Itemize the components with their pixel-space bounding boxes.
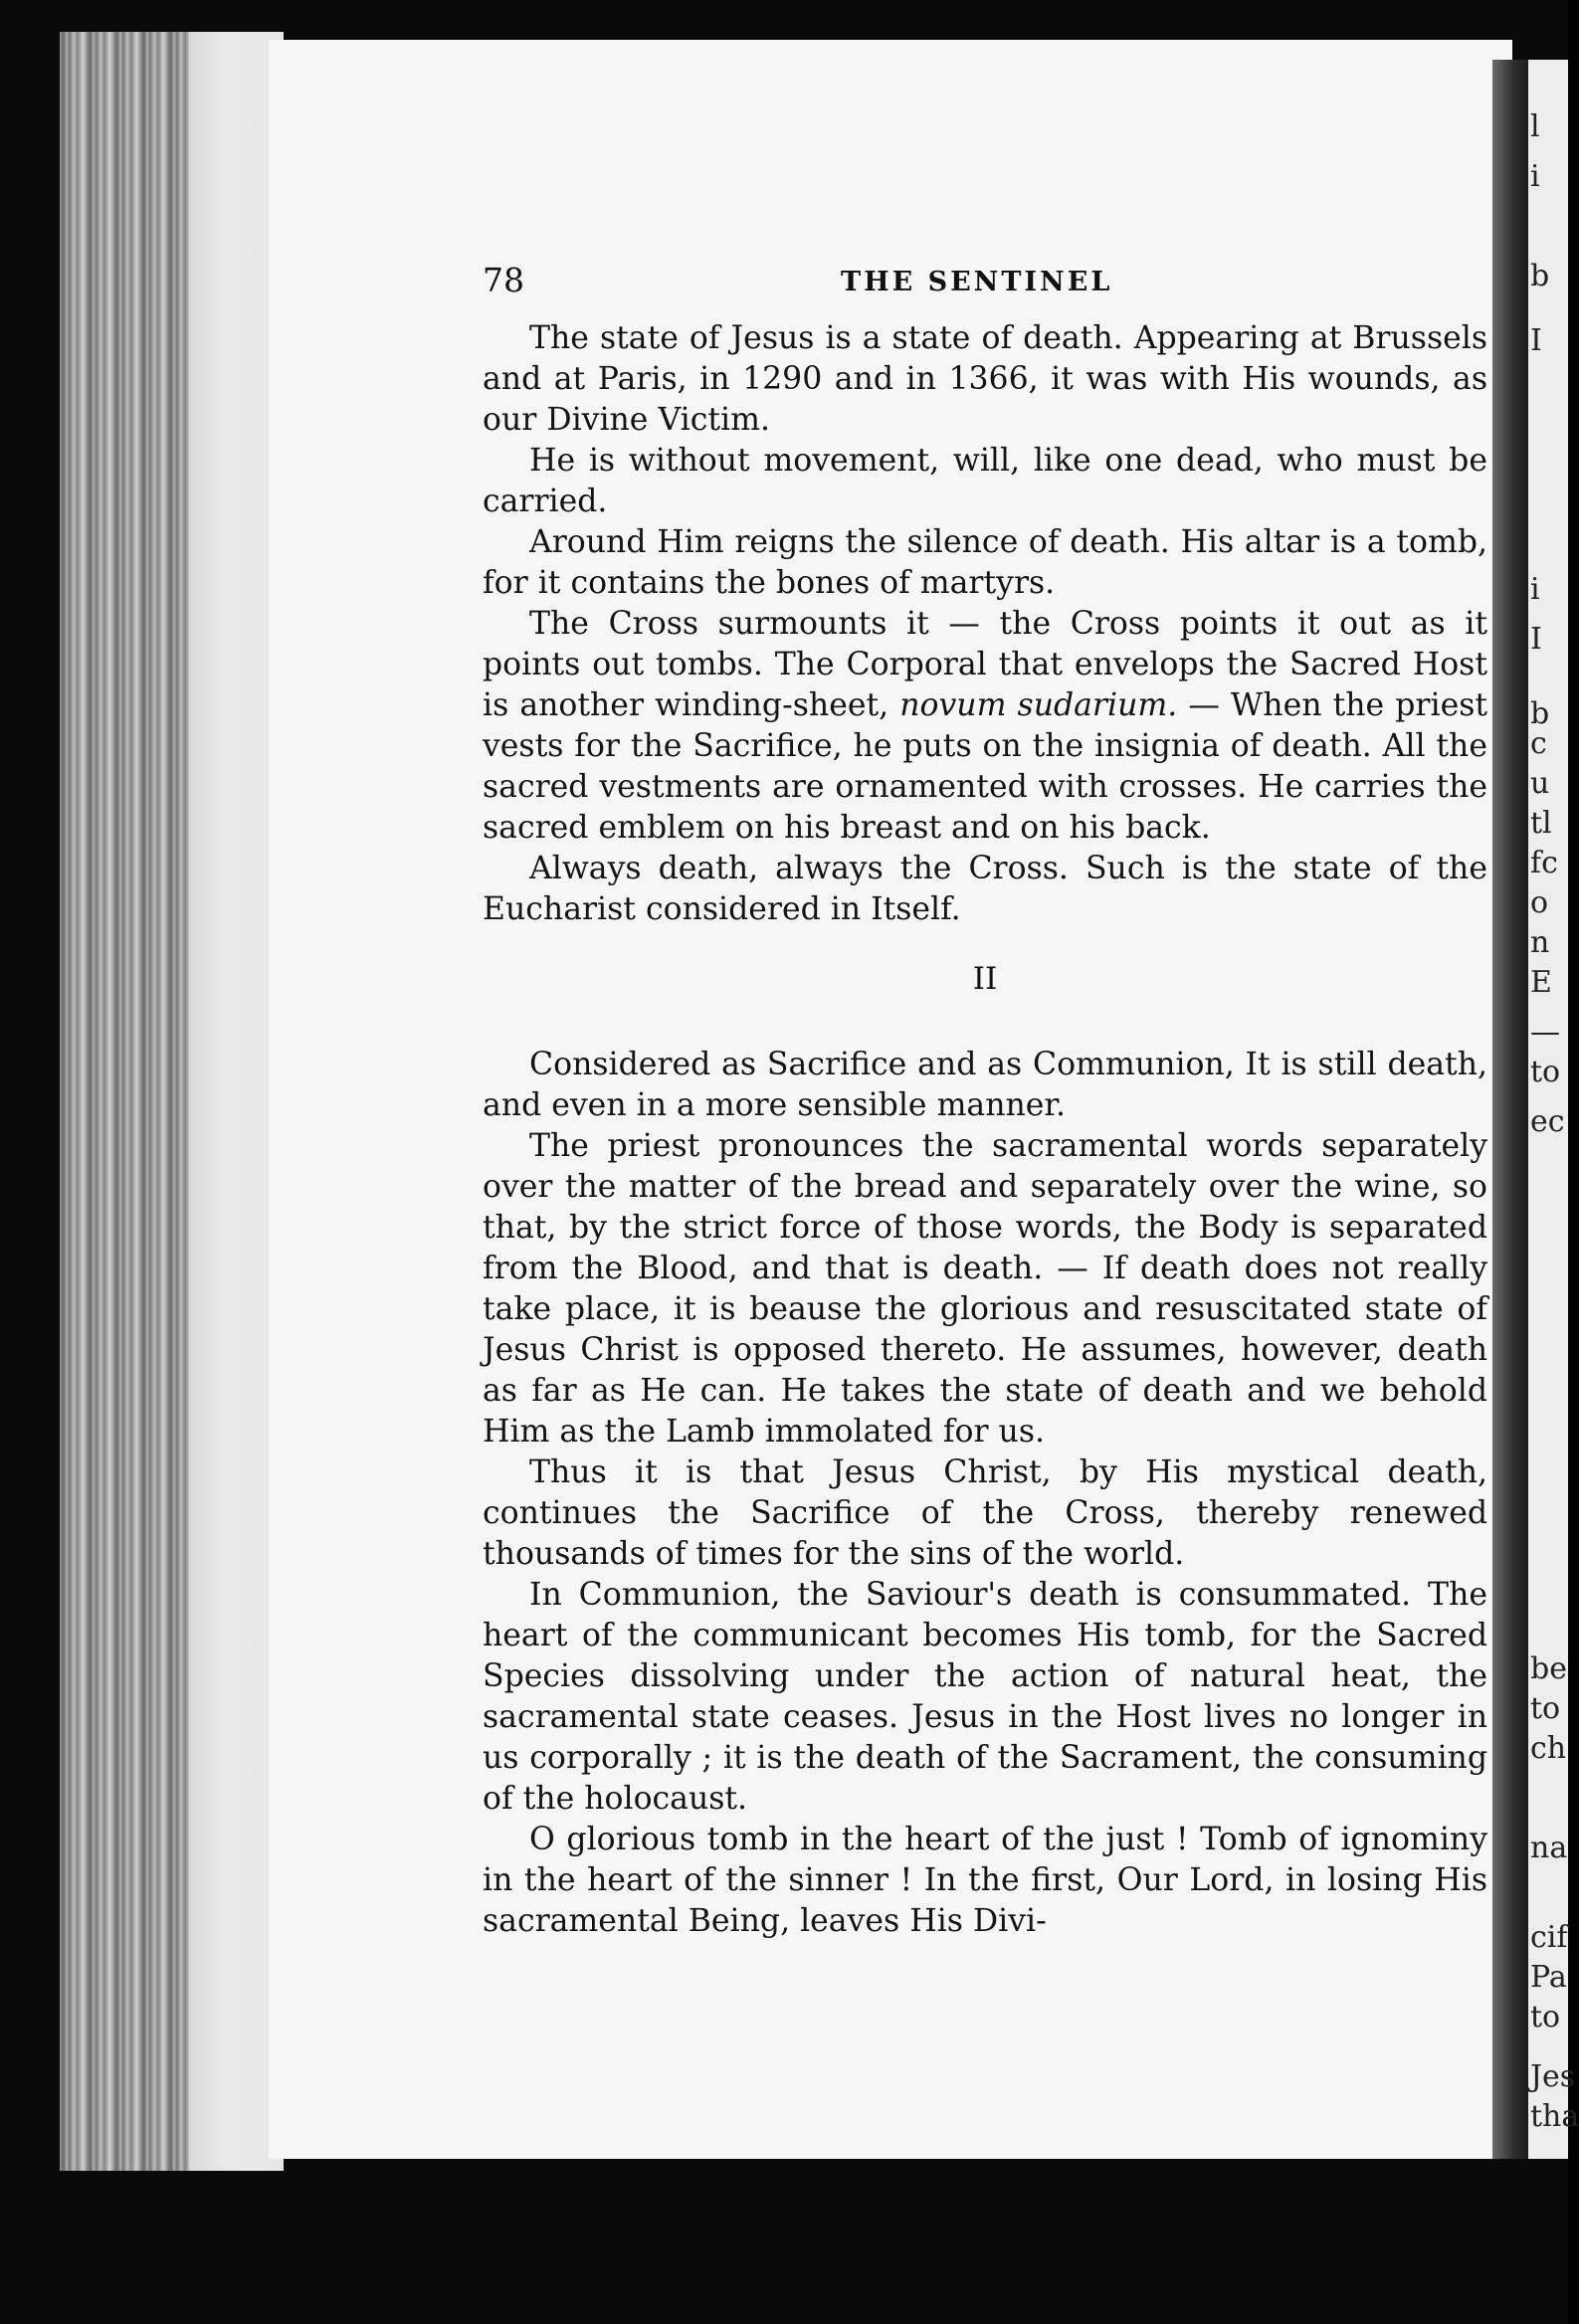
facing-page-fragment: ch	[1530, 1731, 1567, 1766]
paragraph: The state of Jesus is a state of death. Appearing at Brussels and at Paris, in 1290 and in 1366, it was with His wounds, as our Divine Victim.	[483, 320, 1487, 438]
facing-page-fragment: u	[1530, 766, 1550, 801]
facing-page-fragment: b	[1530, 259, 1550, 293]
facing-page-fragment: tha	[1530, 2099, 1579, 2134]
facing-page-fragment: i	[1530, 159, 1540, 194]
paragraph-text: The Cross surmounts it — the Cross points it out as it points out tombs. The Corporal that envelops the Sacred Host is another winding-sheet,	[483, 606, 1487, 723]
facing-page-fragment: Pa	[1530, 1960, 1567, 1995]
facing-page-fragment: tl	[1530, 806, 1552, 841]
facing-page-fragment: I	[1530, 323, 1542, 358]
facing-page-fragment: cif	[1530, 1920, 1568, 1955]
body-text	[483, 318, 1487, 1942]
paragraph: O glorious tomb in the heart of the just ! Tomb of ignominy in the heart of the sinner ! In the first, Our Lord, in losing His sacramental Being, leaves His Divi-	[483, 1822, 1487, 1939]
facing-page-edge	[1528, 60, 1579, 2159]
facing-page-fragment: be	[1530, 1651, 1567, 1686]
paragraph: Always death, always the Cross. Such is the state of the Eucharist considered in Itself.	[483, 851, 1487, 927]
page-edges-stack	[60, 32, 284, 2171]
facing-page-fragment: I	[1530, 622, 1542, 657]
facing-page-fragment: fc	[1530, 846, 1558, 880]
facing-page-fragment: —	[1530, 1015, 1560, 1050]
facing-page-fragment: l	[1530, 109, 1540, 144]
facing-page-fragment: E	[1530, 965, 1552, 1000]
running-title: THE SENTINEL	[841, 267, 1113, 297]
running-head	[483, 261, 1487, 310]
paragraph: Around Him reigns the silence of death. His altar is a tomb, for it contains the bones of martyrs.	[483, 524, 1487, 601]
facing-page-fragment: to	[1530, 1691, 1561, 1726]
facing-page-fragment: to	[1530, 2000, 1561, 2034]
facing-page-fragment: c	[1530, 726, 1547, 761]
paragraph: Thus it is that Jesus Christ, by His mystical death, continues the Sacrifice of the Cross, thereby renewed thousands of times for the sins of the world.	[483, 1454, 1487, 1572]
facing-page-fragment: Jes	[1530, 2059, 1576, 2094]
book-gutter	[1492, 60, 1528, 2159]
facing-page-fragment: b	[1530, 696, 1550, 731]
paragraph-text: — When the priest vests for the Sacrifice, he puts on the insignia of death. All the sacred vestments are ornamented with crosses. He carries the sacred emblem on his breast and on his back.	[483, 687, 1488, 846]
page-number: 78	[483, 261, 524, 299]
latin-phrase: novum sudarium.	[899, 687, 1178, 723]
paragraph: In Communion, the Saviour's death is consummated. The heart of the communicant becomes His tomb, for the Sacred Species dissolving under the action of natural heat, the sacramental state ceases. Jesus in the Host lives no longer in us corporally ; it is the death of the Sacrament, the consuming of the holocaust.	[483, 1577, 1487, 1817]
paragraph: Considered as Sacrifice and as Communion, It is still death, and even in a more sensible manner.	[483, 1047, 1487, 1123]
section-heading: II	[972, 961, 998, 997]
facing-page-fragment: i	[1530, 572, 1540, 607]
paragraph: The priest pronounces the sacramental words separately over the matter of the bread and separately over the wine, so that, by the strict force of those words, the Body is separated from the Blood, and that is death. — If death does not really take place, it is beause the glorious and resuscitated state of Jesus Christ is opposed thereto. He assumes, however, death as far as He can. He takes the state of death and we behold Him as the Lamb immolated for us.	[483, 1128, 1487, 1450]
facing-page-fragment: ec	[1530, 1104, 1565, 1139]
facing-page-fragment: to	[1530, 1055, 1561, 1089]
paragraph: He is without movement, will, like one dead, who must be carried.	[483, 443, 1487, 519]
facing-page-fragment: na	[1530, 1831, 1568, 1865]
facing-page-fragment: o	[1530, 885, 1549, 920]
facing-page-fragment: n	[1530, 925, 1550, 960]
paragraph	[483, 604, 1487, 849]
